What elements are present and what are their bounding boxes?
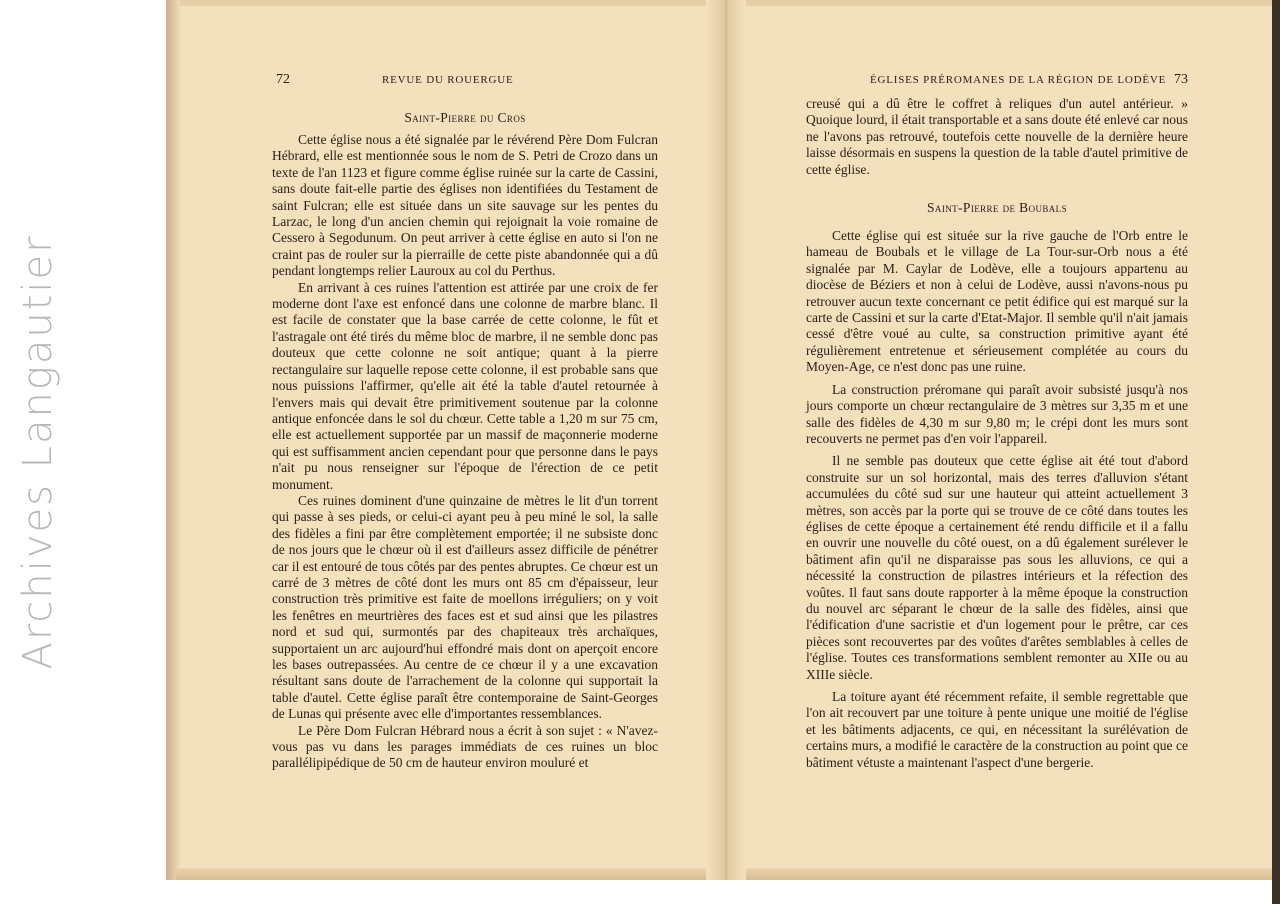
left-paragraph-1: Cette église nous a été signalée par le révérend Père Dom Fulcran Hébrard, elle est mentionnée sous le nom de S. Petri de Crozo dans un texte de l'an 1123 et figure comme église ruinée sur la carte de Cassini, sans doute fait-elle partie des églises non identifiées du Testament de saint Fulcran; elle est située dans un site sauvage sur les pentes du Larzac, le long d'un ancien chemin qui rejoignait la voie romaine de Cessero à Segodunum. On peut arriver à cette église en auto si l'on ne craint pas de rouler sur la pierraille de cette piste abandonnée qui a dû pendant longtemps relier Lauroux au col du Perthus. [272, 132, 658, 279]
left-paragraph-2: En arrivant à ces ruines l'attention est attirée par une croix de fer moderne dont l'axe est enfoncé dans une colonne de marbre blanc. Il est facile de constater que la base carrée de cette colonne, le fût et l'astragale ont été tirés du même bloc de marbre, il ne semble donc pas douteux que cette colonne ne soit antique; quant à la pierre rectangulaire sur laquelle repose cette colonne, il est probable sans que nous puissions l'affirmer, qu'elle ait été la table d'autel retournée à l'envers mais qui devait être primitivement soutenue par la colonne antique enfoncée dans le sol du chœur. Cette table a 1,20 m sur 75 cm, elle est actuellement supportée par un massif de maçonnerie moderne qui est suffisamment ancien cependant pour que personne dans le pays n'ait pu nous renseigner sur l'époque de l'érection de ce petit monument. [272, 279, 658, 492]
left-paragraph-4: Le Père Dom Fulcran Hébrard nous a écrit à son sujet : « N'avez-vous pas vu dans les parages immédiats de ces ruines un bloc parallélipipédique de 50 cm de hauteur environ mouluré et [272, 722, 658, 771]
right-section-title: Saint-Pierre de Boubals [927, 200, 1067, 216]
right-paragraph-1: Cette église qui est située sur la rive gauche de l'Orb entre le hameau de Boubals et le village de La Tour-sur-Orb nous a été signalée par M. Caylar de Lodève, elle a toujours appartenu au diocèse de Béziers et non à celui de Lodève, aussi n'avons-nous pu retrouver aucun texte concernant ce petit édifice qui est marqué sur la carte de Cassini et sur la carte d'Etat-Major. Il semble qu'il n'ait jamais cessé d'être voué au culte, sa construction primitive ayant été régulièrement entretenue et sérieusement complétée au cours du Moyen-Age, ce n'est donc pas une ruine. [806, 228, 1188, 375]
archive-watermark: Archives Langautier [15, 234, 61, 670]
left-section-title: Saint-Pierre du Cros [404, 110, 526, 125]
left-running-head [272, 72, 658, 96]
book-gutter [706, 0, 746, 880]
right-page [806, 72, 1188, 771]
right-paragraph-4: La toiture ayant été récemment refaite, il semble regrettable que l'on ait recouvert par une toiture à pente unique une moitié de l'église et les bâtiments adjacents, ce qui, en nécessitant la surélévation de certains murs, a modifié le caractère de la construction au point que ce bâtiment vétuste a maintenant l'aspect d'une bergerie. [806, 689, 1188, 770]
right-paragraph-2: La construction préromane qui paraît avoir subsisté jusqu'à nos jours comporte un chœur rectangulaire de 3 mètres sur 3,35 m et une salle des fidèles de 4,30 m sur 9,80 m; le crépi dont les murs sont recouverts ne permet pas d'en voir l'appareil. [806, 381, 1188, 446]
left-running-title: REVUE DU ROUERGUE [382, 74, 514, 86]
right-running-title: ÉGLISES PRÉROMANES DE LA RÉGION DE LODÈVE [870, 74, 1167, 86]
book-left-edge [166, 0, 180, 880]
right-page-number: 73 [1174, 72, 1188, 87]
left-page [272, 72, 658, 772]
right-paragraph-3: Il ne semble pas douteux que cette église ait été tout d'abord construite sur un sol horizontal, mais des terres d'alluvion s'étant accumulées du côté sud sur une hauteur qui atteint actuellement 3 mètres, son accès par la porte qui se trouve de ce côté dans toutes les églises de cette époque a certainement été rendu difficile et il a fallu en ouvrir une nouvelle du côté ouest, on a dû également surélever le bâtiment afin qu'il ne disparaisse pas sous les alluvions, ce qui a nécessité la construction de pilastres intérieurs et la réfection des voûtes. Il faut sans doute rapporter à la même époque la construction du nouvel arc séparant le chœur de la salle des fidèles, ainsi que l'édification d'une sacristie et d'un logement pour le prêtre, car ces pièces sont recouvertes par des voûtes d'arêtes semblables à celles de l'église. Toutes ces transformations semblent remonter au XIIe ou au XIIIe siècle. [806, 453, 1188, 682]
scan-right-border [1272, 0, 1280, 904]
left-paragraph-3: Ces ruines dominent d'une quinzaine de mètres le lit d'un torrent qui passe à ses pieds, or celui-ci ayant peu à peu miné le sol, la salle des fidèles a fini par être complètement emportée; il ne subsiste donc de nos jours que le chœur où il est d'ailleurs assez difficile de pénétrer car il est entouré de tous côtés par des pentes abruptes. Ce chœur est un carré de 3 mètres de côté dont les murs ont 85 cm d'épaisseur, leur construction très primitive est faite de moellons irréguliers; on y voit les fenêtres en meurtrières des faces est et sud ainsi que les pilastres nord et sud qui, surmontés par des chapiteaux très archaïques, supportaient un arc aujourd'hui effondré mais dont on aperçoit encore les bases outrepassées. Au centre de ce chœur il y a une excavation résultant sans doute de l'arrachement de la colonne qui supportait la table d'autel. Cette église paraît être contemporaine de Saint-Georges de Lunas qui présente avec elle d'importantes ressemblances. [272, 492, 658, 722]
right-continuation-paragraph: creusé qui a dû être le coffret à reliques d'un autel antérieur. » Quoique lourd, il était transportable et a sans doute été enlevé car nous ne l'avons pas retrouvé, toutefois cette nouvelle de la dernière heure laisse désormais en suspens la question de la table d'autel primitive de cette église. [806, 96, 1188, 177]
right-running-head [806, 72, 1188, 96]
left-page-number: 72 [276, 72, 290, 87]
